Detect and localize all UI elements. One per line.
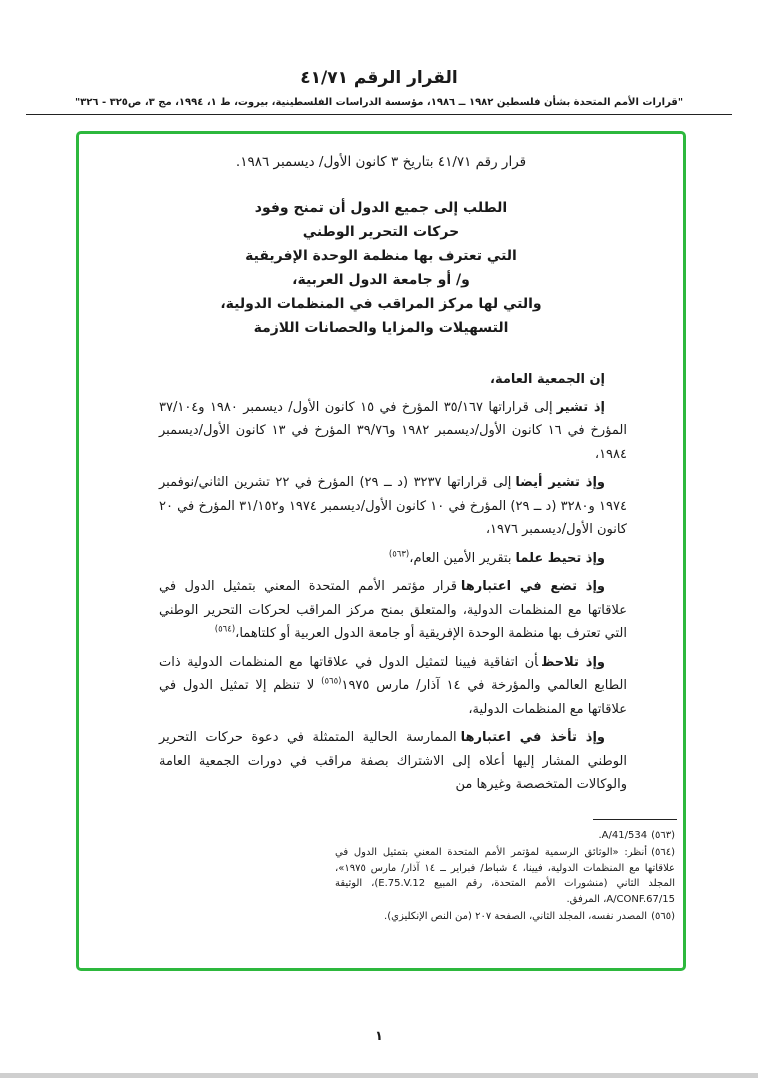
footnote-text: أنظر: «الوثائق الرسمية لمؤتمر الأمم المتحدة المعني بتمثيل الدول في علاقاتها مع المنظمات الدولية، فيينا، ٤ شباط/ فبراير ــ ١٤ آذار/ مارس ١٩٧٥»، المجلد الثاني (منشورات الأمم المتحدة، رقم المبيع E.75.V.12)، الوثيقة A/CONF.67/15، المرفق.	[335, 847, 676, 905]
page-number: ١	[375, 1029, 383, 1044]
paragraph-text-continued: لا تنظم إلا تمثيل الدول في علاقاتها مع المنظمات الدولية،	[159, 678, 627, 717]
footnote-marker: (٥٦٥)	[651, 911, 675, 922]
window-bottom-edge	[0, 1073, 758, 1078]
citation-line: "قرارات الأمم المتحدة بشأن فلسطين ١٩٨٢ ــ ١٩٨٦، مؤسسة الدراسات الفلسطينية، بيروت، ط ١، ١٩٩٤، مج ٣، ص٣٢٥ - ٣٢٦"	[74, 97, 684, 108]
footnote-text: A/41/534.	[598, 829, 648, 841]
heading-line: والتي لها مركز المراقب في المنظمات الدولية،	[220, 296, 542, 312]
footnote-ref: (٥٦٣)	[388, 549, 410, 560]
resolution-body	[79, 368, 683, 797]
paragraph-lead: وإذ تشير أيضا	[515, 475, 605, 490]
paragraph	[159, 396, 627, 467]
heading-line: التسهيلات والمزايا والحصانات اللازمة	[253, 320, 509, 336]
paragraph-text: قرار مؤتمر الأمم المتحدة المعني بتمثيل الدول في علاقاتها مع المنظمات الدولية، والمتعلق بمنح مركز المراقب لحركات التحرير الوطني التي تعترف بها منظمة الوحدة الإفريقية أو جامعة الدول العربية أو كلتاهما،	[159, 579, 627, 641]
paragraph-text: بتقرير الأمين العام،	[409, 550, 512, 566]
paragraph-lead: وإذ تحيط علما	[515, 550, 605, 566]
footnote-marker: (٥٦٣)	[651, 829, 675, 841]
paragraph-text: إلى قراراتها ٣٢٣٧ (د ــ ٢٩) المؤرخ في ٢٢ تشرين الثاني/نوفمبر ١٩٧٤ و٣٢٨٠ (د ــ ٢٩) المؤرخ في ١٠ كانون الأول/ديسمبر ١٩٧٤ و٣١/١٥٢ المؤرخ في ٢٠ كانون الأول/ديسمبر ١٩٧٦،	[159, 475, 627, 537]
paragraph	[159, 726, 627, 797]
footnote-ref: (٥٦٤)	[214, 624, 236, 635]
heading-line: الطلب إلى جميع الدول أن تمنح وفود	[254, 200, 508, 216]
footnote-separator	[593, 819, 677, 820]
paragraph-text: إلى قراراتها ٣٥/١٦٧ المؤرخ في ١٥ كانون الأول/ ديسمبر ١٩٨٠ و٣٧/١٠٤ المؤرخ في ١٦ كانون الأول/ديسمبر ١٩٨٢ و٣٩/٧٦ المؤرخ في ١٣ كانون الأول/ديسمبر ١٩٨٤،	[159, 399, 627, 462]
paragraph	[159, 575, 627, 646]
header-rule	[26, 114, 732, 115]
footnote	[335, 909, 675, 925]
heading-line: حركات التحرير الوطني	[302, 224, 460, 240]
paragraph	[159, 547, 627, 571]
footnote-ref: (٥٦٥)	[321, 676, 342, 687]
paragraph-lead: وإذ تأخذ في اعتبارها	[460, 730, 605, 745]
heading-line: التي تعترف بها منظمة الوحدة الإفريقية	[245, 248, 517, 264]
footnote	[335, 845, 675, 907]
paragraph-lead: وإذ تضع في اعتبارها	[460, 579, 605, 594]
resolution-heading	[79, 196, 683, 340]
paragraph-text: أن اتفاقية فيينا لتمثيل الدول في علاقاتها مع المنظمات الدولية ذات الطابع العالمي والمؤرخة في ١٤ آذار/ مارس ١٩٧٥	[159, 654, 628, 693]
resolution-box	[76, 131, 686, 971]
heading-line: و/ أو جامعة الدول العربية،	[292, 272, 470, 288]
footnotes	[335, 828, 675, 925]
page-title: القرار الرقم ٤١/٧١	[300, 68, 458, 88]
opening-line: إن الجمعية العامة،	[490, 372, 605, 387]
paragraph-lead: وإذ تلاحظ	[542, 654, 605, 670]
resolution-intro: قرار رقم ٤١/٧١ بتاريخ ٣ كانون الأول/ ديسمبر ١٩٨٦.	[235, 154, 527, 170]
document-header	[0, 0, 758, 115]
footnote-text: المصدر نفسه، المجلد الثاني، الصفحة ٢٠٧ (من النص الإنكليزي).	[384, 911, 648, 922]
paragraph-lead: إذ تشير	[556, 399, 605, 415]
paragraph	[159, 471, 627, 542]
paragraph	[159, 651, 627, 722]
footnote-marker: (٥٦٤)	[651, 847, 675, 858]
paragraph-text: الممارسة الحالية المتمثلة في دعوة حركات التحرير الوطني المشار إليها أعلاه إلى الاشتراك بصفة مراقب في دورات الجمعية العامة والوكالات المتخصصة وغيرها من	[159, 730, 627, 792]
footnote	[335, 828, 675, 844]
